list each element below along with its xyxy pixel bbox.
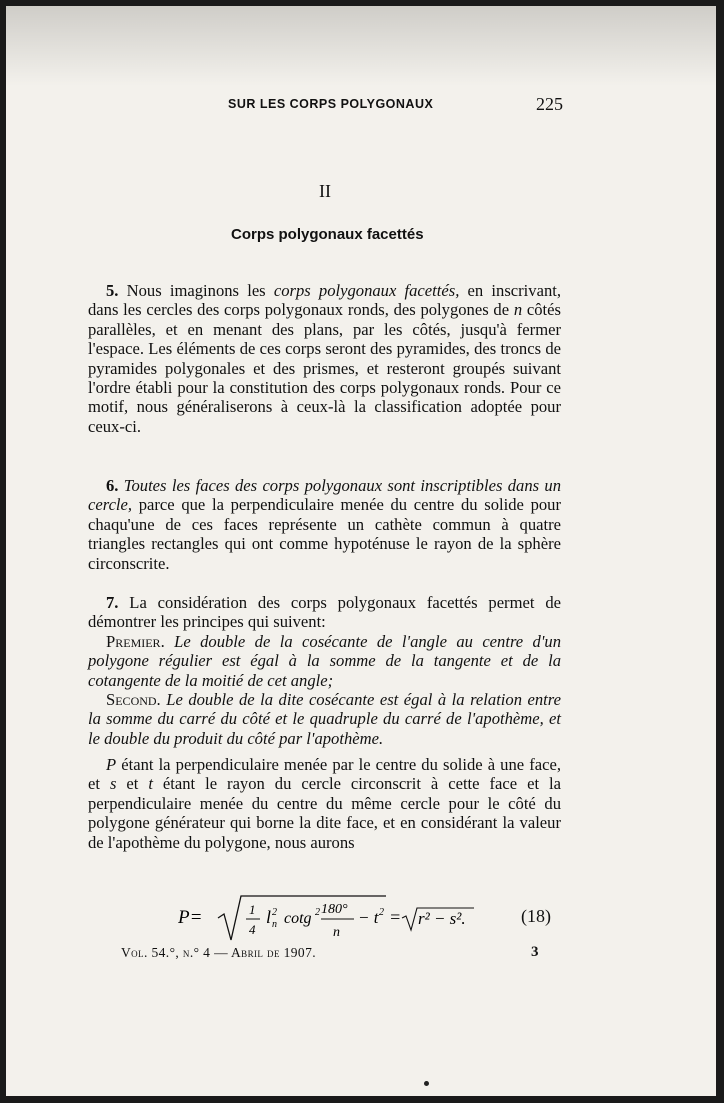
italic-text: Le double de la cosécante de l'angle au centre d'un polygone régulier est égal à la somme de la tangente et de la cotangente de la moitié de cet angle; <box>88 632 561 690</box>
equation-number: (18) <box>521 906 551 926</box>
formula-equals: = <box>389 907 402 927</box>
paragraph-5 <box>88 281 561 436</box>
paragraph-number: 7. <box>106 593 119 612</box>
italic-variable: n <box>513 300 523 320</box>
principle-second <box>88 690 561 748</box>
formula-lhs: P= <box>178 907 203 928</box>
italic-variable: P <box>106 755 117 774</box>
paragraph-text: La considération des corps polygonaux facettés permet de démontrer les principes qui suivent: <box>88 593 561 632</box>
document-page <box>6 6 716 1096</box>
italic-text: corps polygonaux facettés, <box>273 281 460 300</box>
paragraph-p-definition <box>88 755 561 852</box>
principle-premier <box>88 632 561 690</box>
angle-denominator: n <box>333 925 340 940</box>
paragraph-7 <box>88 593 561 632</box>
page-shadow <box>6 6 716 86</box>
angle-numerator: 180° <box>321 902 348 917</box>
signature-mark: 3 <box>531 944 539 960</box>
italic-text: Toutes les faces des corps polygonaux sont inscriptibles dans un cercle, <box>88 476 561 515</box>
ink-dot <box>424 1081 429 1086</box>
paragraph-text: parce que la perpendiculaire menée du centre du solide pour chaqu'une de ces faces représente un cathète commun à quatre triangles rectangles qui ont comme hypoténuse le rayon de la sphère circonscrite. <box>88 495 561 573</box>
footer: Vol. 54.°, n.° 4 — Abril de 1907. <box>121 945 316 960</box>
paragraph-number: 6. <box>106 476 119 495</box>
paragraph-text: Nous imaginons les <box>118 281 274 300</box>
running-head: SUR LES CORPS POLYGONAUX <box>228 97 434 111</box>
paragraph-text: étant le rayon du cercle circonscrit à cette face et la perpendiculaire menée du centre du même cercle pour le côté du polygone générateur qui borne la dite face, et en considérant la valeur de l'apothème du polygone, nous aurons <box>88 774 561 852</box>
fraction-numerator: 1 <box>249 902 256 917</box>
formula-cotg: cotg <box>284 910 312 927</box>
paragraph-text: étant la perpendiculaire menée par le centre du solide à une face, et <box>88 755 561 794</box>
formula-t-sup: 2 <box>379 907 384 918</box>
formula-18 <box>178 892 508 950</box>
formula-rhs: r² − s². <box>418 909 466 928</box>
principle-label: Premier. <box>106 632 165 651</box>
paragraph-6 <box>88 476 561 573</box>
italic-text: Le double de la dite cosécante est égal à la relation entre la somme du carré du côté et le quadruple du carré de l'apothème, et le double du produit du côté par l'apothème. <box>88 690 561 748</box>
formula-l-sub: n <box>272 919 277 930</box>
formula-l: l <box>266 907 272 927</box>
paragraph-text: côtés parallèles, et en menant des plans, par les côtés, jusqu'à fermer l'espace. Les éléments de ces corps seront des pyramides, des troncs de pyramides polygonales et des prismes, et resteront groupés suivant l'ordre établi pour la constitution des corps polygonaux ronds. Pour ce motif, nous généraliserons à ceux-là la classification adoptée pour ceux-ci. <box>88 300 561 436</box>
formula-cotg-sup: 2 <box>315 907 320 918</box>
formula-l-sup: 2 <box>272 907 277 918</box>
section-title: Corps polygonaux facettés <box>231 226 424 243</box>
formula-minus-t: − t <box>358 908 379 927</box>
principle-label: Second. <box>106 690 161 709</box>
italic-variable: s <box>109 774 117 794</box>
section-number: II <box>319 181 331 201</box>
fraction-denominator: 4 <box>249 922 256 937</box>
paragraph-text: et <box>116 774 149 794</box>
paragraph-number: 5. <box>106 281 119 300</box>
page-number: 225 <box>536 94 563 114</box>
italic-variable: t <box>148 774 153 794</box>
paragraph-text: en inscrivant, dans les cercles des corps polygonaux ronds, des polygones de <box>88 281 561 320</box>
